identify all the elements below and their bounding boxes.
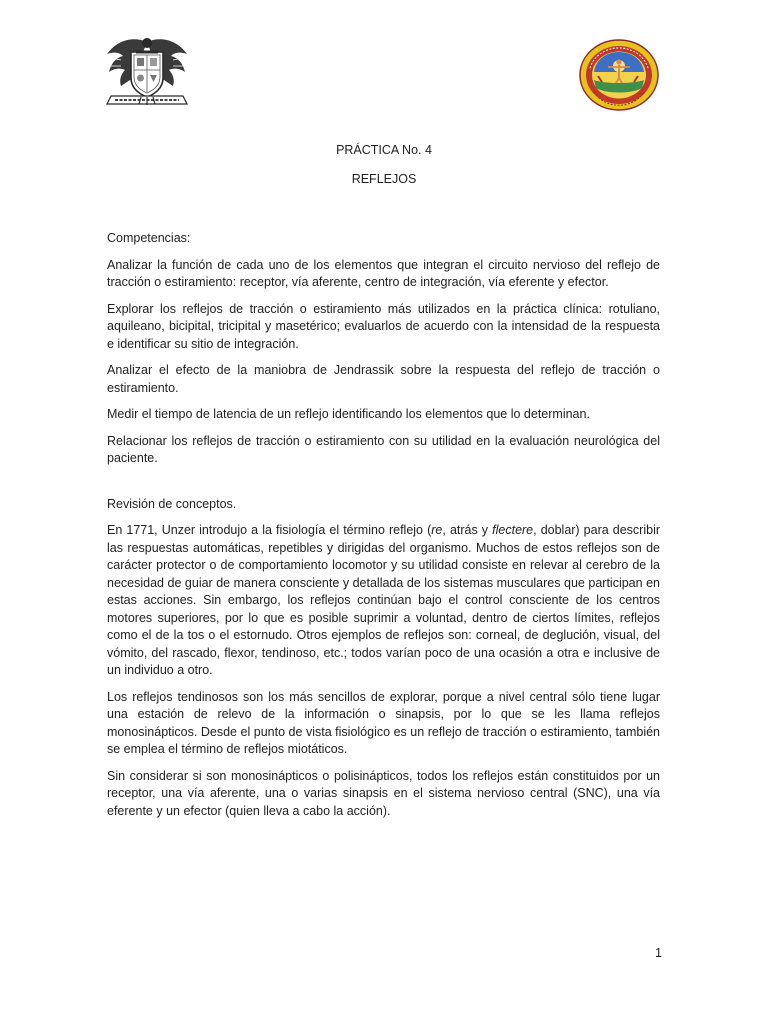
university-crest-logo [103,34,191,110]
competencias-heading: Competencias: [107,231,191,245]
faculty-seal-logo [578,38,660,112]
medical-seal-icon [578,38,660,112]
revision-text-b: , atrás y [442,523,493,537]
revision-paragraph: Los reflejos tendinosos son los más sencillos de explorar, porque a nivel central sólo tiene lugar una estación de relevo de la información o sinapsis, por lo que se les llama reflejos monosinápticos. Desde el punto de vista fisiológico es un reflejo de tracción o estiramiento, también se emplea el término de reflejos miotáticos. [107,689,660,756]
revision-text-c: , doblar) para describir las respuestas automáticas, repetibles y dirigidas del organismo. Muchos de estos reflejos son de carácter protector o de comportamiento locomotor y su utilidad consiste en relevar al cerebro de la necesidad de guiar de manera consciente y detallada de los sistemas musculares que participan en estas acciones. Sin embargo, los reflejos continúan bajo el control consciente de los centros motores superiores, por lo que es posible suprimir a voluntad, dentro de ciertos límites, reflejos como el de la tos o el estornudo. Otros ejemplos de reflejos son: corneal, de deglución, visual, del vómito, del rascado, flexor, tendinoso, etc.; todos varían poco de una ocasión a otra e inclusive de un individuo a otro. [107,523,661,677]
competencia-item: Relacionar los reflejos de tracción o estiramiento con su utilidad en la evaluación neurológica del paciente. [107,433,660,465]
competencia-item: Analizar el efecto de la maniobra de Jendrassik sobre la respuesta del reflejo de tracción o estiramiento. [107,363,660,395]
competencia-item: Medir el tiempo de latencia de un reflejo identificando los elementos que lo determinan. [107,407,590,421]
competencia-item: Explorar los reflejos de tracción o estiramiento más utilizados en la práctica clínica: rotuliano, aquileano, bicipital, tricipital y masetérico; evaluarlos de acuerdo con la intensidad de la respuesta e identificar su sitio de integración. [107,301,660,351]
latin-term-flectere: flectere [492,523,534,537]
eagle-crest-icon [103,34,191,110]
document-body [107,230,660,829]
practice-number-title: PRÁCTICA No. 4 [336,143,432,157]
revision-text-a: En 1771, Unzer introdujo a la fisiología el término reflejo ( [107,523,432,537]
latin-term-re: re [431,523,443,537]
practice-topic-title: REFLEJOS [351,172,417,186]
revision-paragraph: Sin considerar si son monosinápticos o polisinápticos, todos los reflejos están constituidos por un receptor, una vía aferente, una o varias sinapsis en el sistema nervioso central (SNC), una vía eferente y un efector (quien lleva a cabo la acción). [107,768,660,818]
page-number: 1 [655,946,662,960]
revision-heading: Revisión de conceptos. [107,496,237,511]
competencia-item: Analizar la función de cada uno de los elementos que integran el circuito nervioso del reflejo de tracción o estiramiento: receptor, vía aferente, centro de integración, vía eferente y efector. [107,257,660,289]
revision-paragraph [107,522,660,680]
